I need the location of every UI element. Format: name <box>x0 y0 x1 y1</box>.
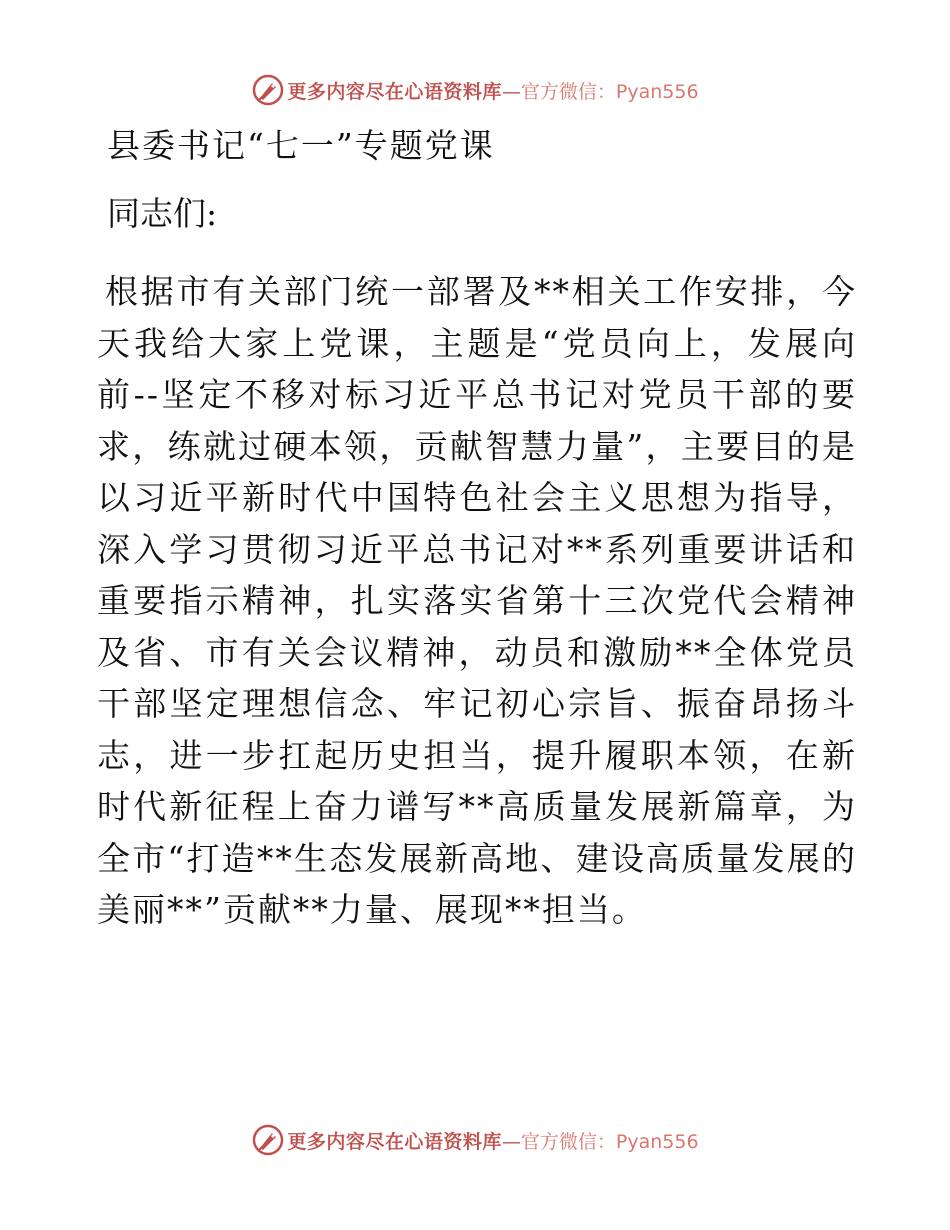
salutation: 同志们: <box>107 194 218 233</box>
header-watermark <box>0 70 950 110</box>
pen-nib-logo-icon <box>251 73 285 107</box>
pen-nib-logo-icon <box>251 1123 285 1157</box>
watermark-separator: — <box>501 1130 521 1153</box>
watermark-brand: 更多内容尽在心语资料库 <box>287 1130 502 1153</box>
watermark-brand: 更多内容尽在心语资料库 <box>287 80 502 103</box>
watermark-wechat: 官方微信：Pyan556 <box>520 1130 699 1153</box>
footer-watermark <box>0 1120 950 1160</box>
body-paragraph: 根据市有关部门统一部署及**相关工作安排，今天我给大家上党课，主题是“党员向上，发展向前--坚定不移对标习近平总书记对党员干部的要求，练就过硬本领，贡献智慧力量”，主要目的是以习近平新时代中国特色社会主义思想为指导，深入学习贯彻习近平总书记对**系列重要讲话和重要指示精神，扎实落实省第十三次党代会精神及省、市有关会议精神，动员和激励**全体党员干部坚定理想信念、牢记初心宗旨、振奋昂扬斗志，进一步扛起历史担当，提升履职本领，在新时代新征程上奋力谱写**高质量发展新篇章，为全市“打造**生态发展新高地、建设高质量发展的美丽**”贡献**力量、展现**担当。 <box>97 272 857 929</box>
watermark-text <box>287 1127 698 1154</box>
watermark-text <box>287 77 698 104</box>
document-body <box>97 118 857 936</box>
watermark-wechat: 官方微信：Pyan556 <box>520 80 699 103</box>
watermark-separator: — <box>501 80 521 103</box>
document-title: 县委书记“七一”专题党课 <box>107 126 495 165</box>
